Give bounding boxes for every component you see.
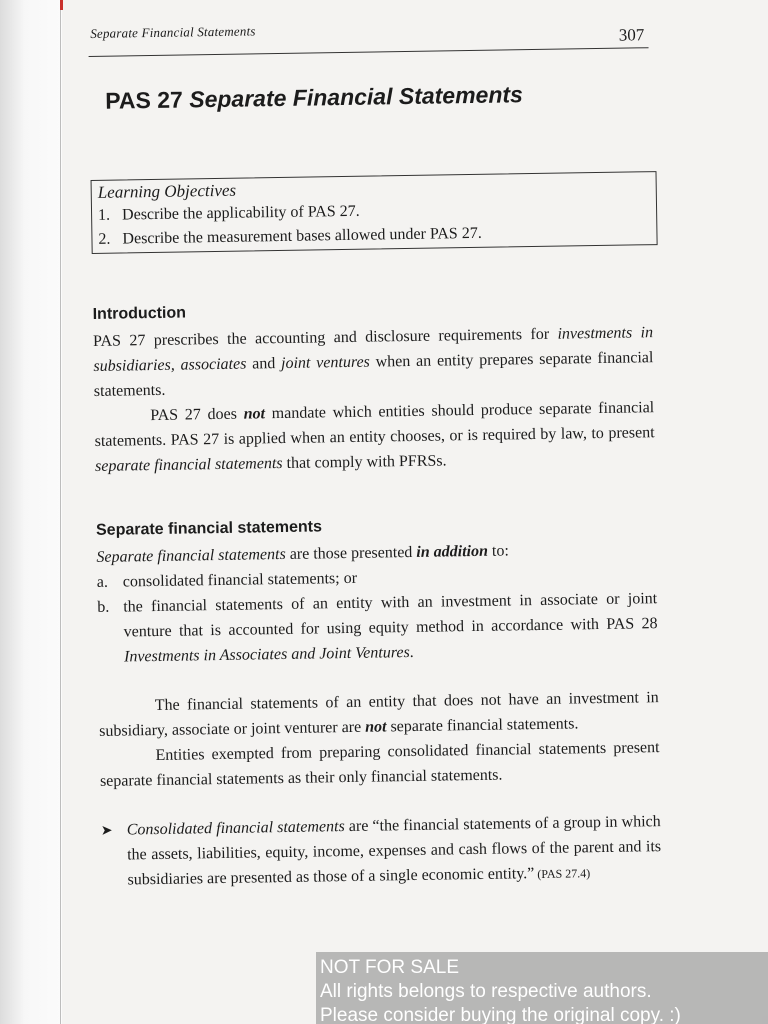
running-header: Separate Financial Statements	[90, 23, 256, 41]
bold-italic-run: not	[243, 405, 266, 423]
separate-fs-section	[96, 509, 662, 894]
italic-run: Consolidated financial statements	[126, 818, 345, 839]
list-marker: a.	[96, 573, 109, 591]
binding-edge	[60, 0, 61, 1024]
text-run: are those presented	[285, 543, 417, 563]
note-text	[127, 809, 662, 893]
definition-note	[101, 809, 662, 894]
citation: (PAS 27.4)	[534, 866, 591, 882]
separate-fs-heading: Separate financial statements	[95, 518, 323, 539]
objective-number: 1.	[97, 206, 111, 224]
list-marker: b.	[97, 598, 110, 616]
introduction-paragraph-2	[94, 395, 655, 479]
text-run: the financial statements of an entity with an investment in associate or joint venture that is accounted for using equity method in accordance with PAS 28	[123, 590, 658, 641]
objective-text: Describe the measurement bases allowed under PAS 27.	[122, 224, 482, 248]
book-page	[88, 9, 664, 1018]
chapter-title	[105, 81, 523, 115]
italic-run: investments in subsidiaries, associates	[93, 324, 654, 375]
learning-objectives-box	[91, 171, 658, 254]
chapter-code: PAS 27	[105, 86, 184, 114]
text-run: separate financial statements.	[386, 715, 579, 736]
text-run: PAS 27 prescribes the accounting and disclosure requirements for	[92, 325, 558, 350]
text-run: The financial statements of an entity that does not have an investment in subsidiary, associate or joint venturer are	[99, 689, 659, 740]
text-run: .	[409, 643, 414, 662]
text-run: are “the financial statements of a group in which the assets, liabilities, equity, income, expenses and cash flows of the parent and its subsidiaries are presented as those of a single economic entity.”	[127, 813, 662, 889]
text-run: that comply with PFRSs.	[282, 452, 447, 472]
separate-fs-paragraph-3	[99, 685, 660, 744]
header-rule	[89, 47, 649, 57]
text-run: to:	[487, 542, 509, 560]
bold-italic-run: not	[365, 718, 387, 736]
watermark-line-3: Please consider buying the original copy. :)	[320, 1005, 681, 1024]
objective-text: Describe the applicability of PAS 27.	[121, 202, 360, 224]
chapter-name: Separate Financial Statements	[189, 81, 524, 113]
page-gutter	[0, 0, 62, 1024]
italic-run: Investments in Associates and Joint Ventures	[123, 644, 410, 666]
watermark-line-2: All rights belongs to respective authors.	[320, 981, 652, 1002]
learning-objectives-heading: Learning Objectives	[97, 180, 237, 202]
italic-run: Separate financial statements	[96, 545, 286, 566]
page-number: 307	[618, 25, 645, 45]
list-item	[97, 586, 658, 670]
separate-fs-paragraph-4: Entities exempted from preparing consolidated financial statements present separate financial statements as their only financial statements.	[99, 739, 660, 790]
watermark-overlay	[316, 952, 768, 1024]
text-run: mandate which entities should produce separate financial statements. PAS 27 is applied when an entity chooses, or is required by law, to present	[94, 399, 655, 450]
italic-run: joint ventures	[280, 353, 370, 373]
text-run: PAS 27 does	[150, 405, 244, 425]
introduction-section	[92, 293, 655, 479]
introduction-paragraph-1	[93, 320, 654, 404]
text-run: and	[246, 355, 282, 373]
objective-number: 2.	[98, 230, 111, 248]
corner-mark	[60, 0, 63, 10]
watermark-line-1: NOT FOR SALE	[320, 957, 460, 978]
italic-run: separate financial statements	[94, 455, 283, 475]
bold-italic-run: in addition	[416, 542, 489, 561]
arrow-bullet-icon: ➤	[100, 823, 113, 839]
list-text: consolidated financial statements; or	[122, 569, 358, 591]
list-text	[123, 586, 658, 669]
text-run: when an entity prepares separate financial statements.	[93, 349, 654, 400]
introduction-heading: Introduction	[92, 304, 187, 323]
